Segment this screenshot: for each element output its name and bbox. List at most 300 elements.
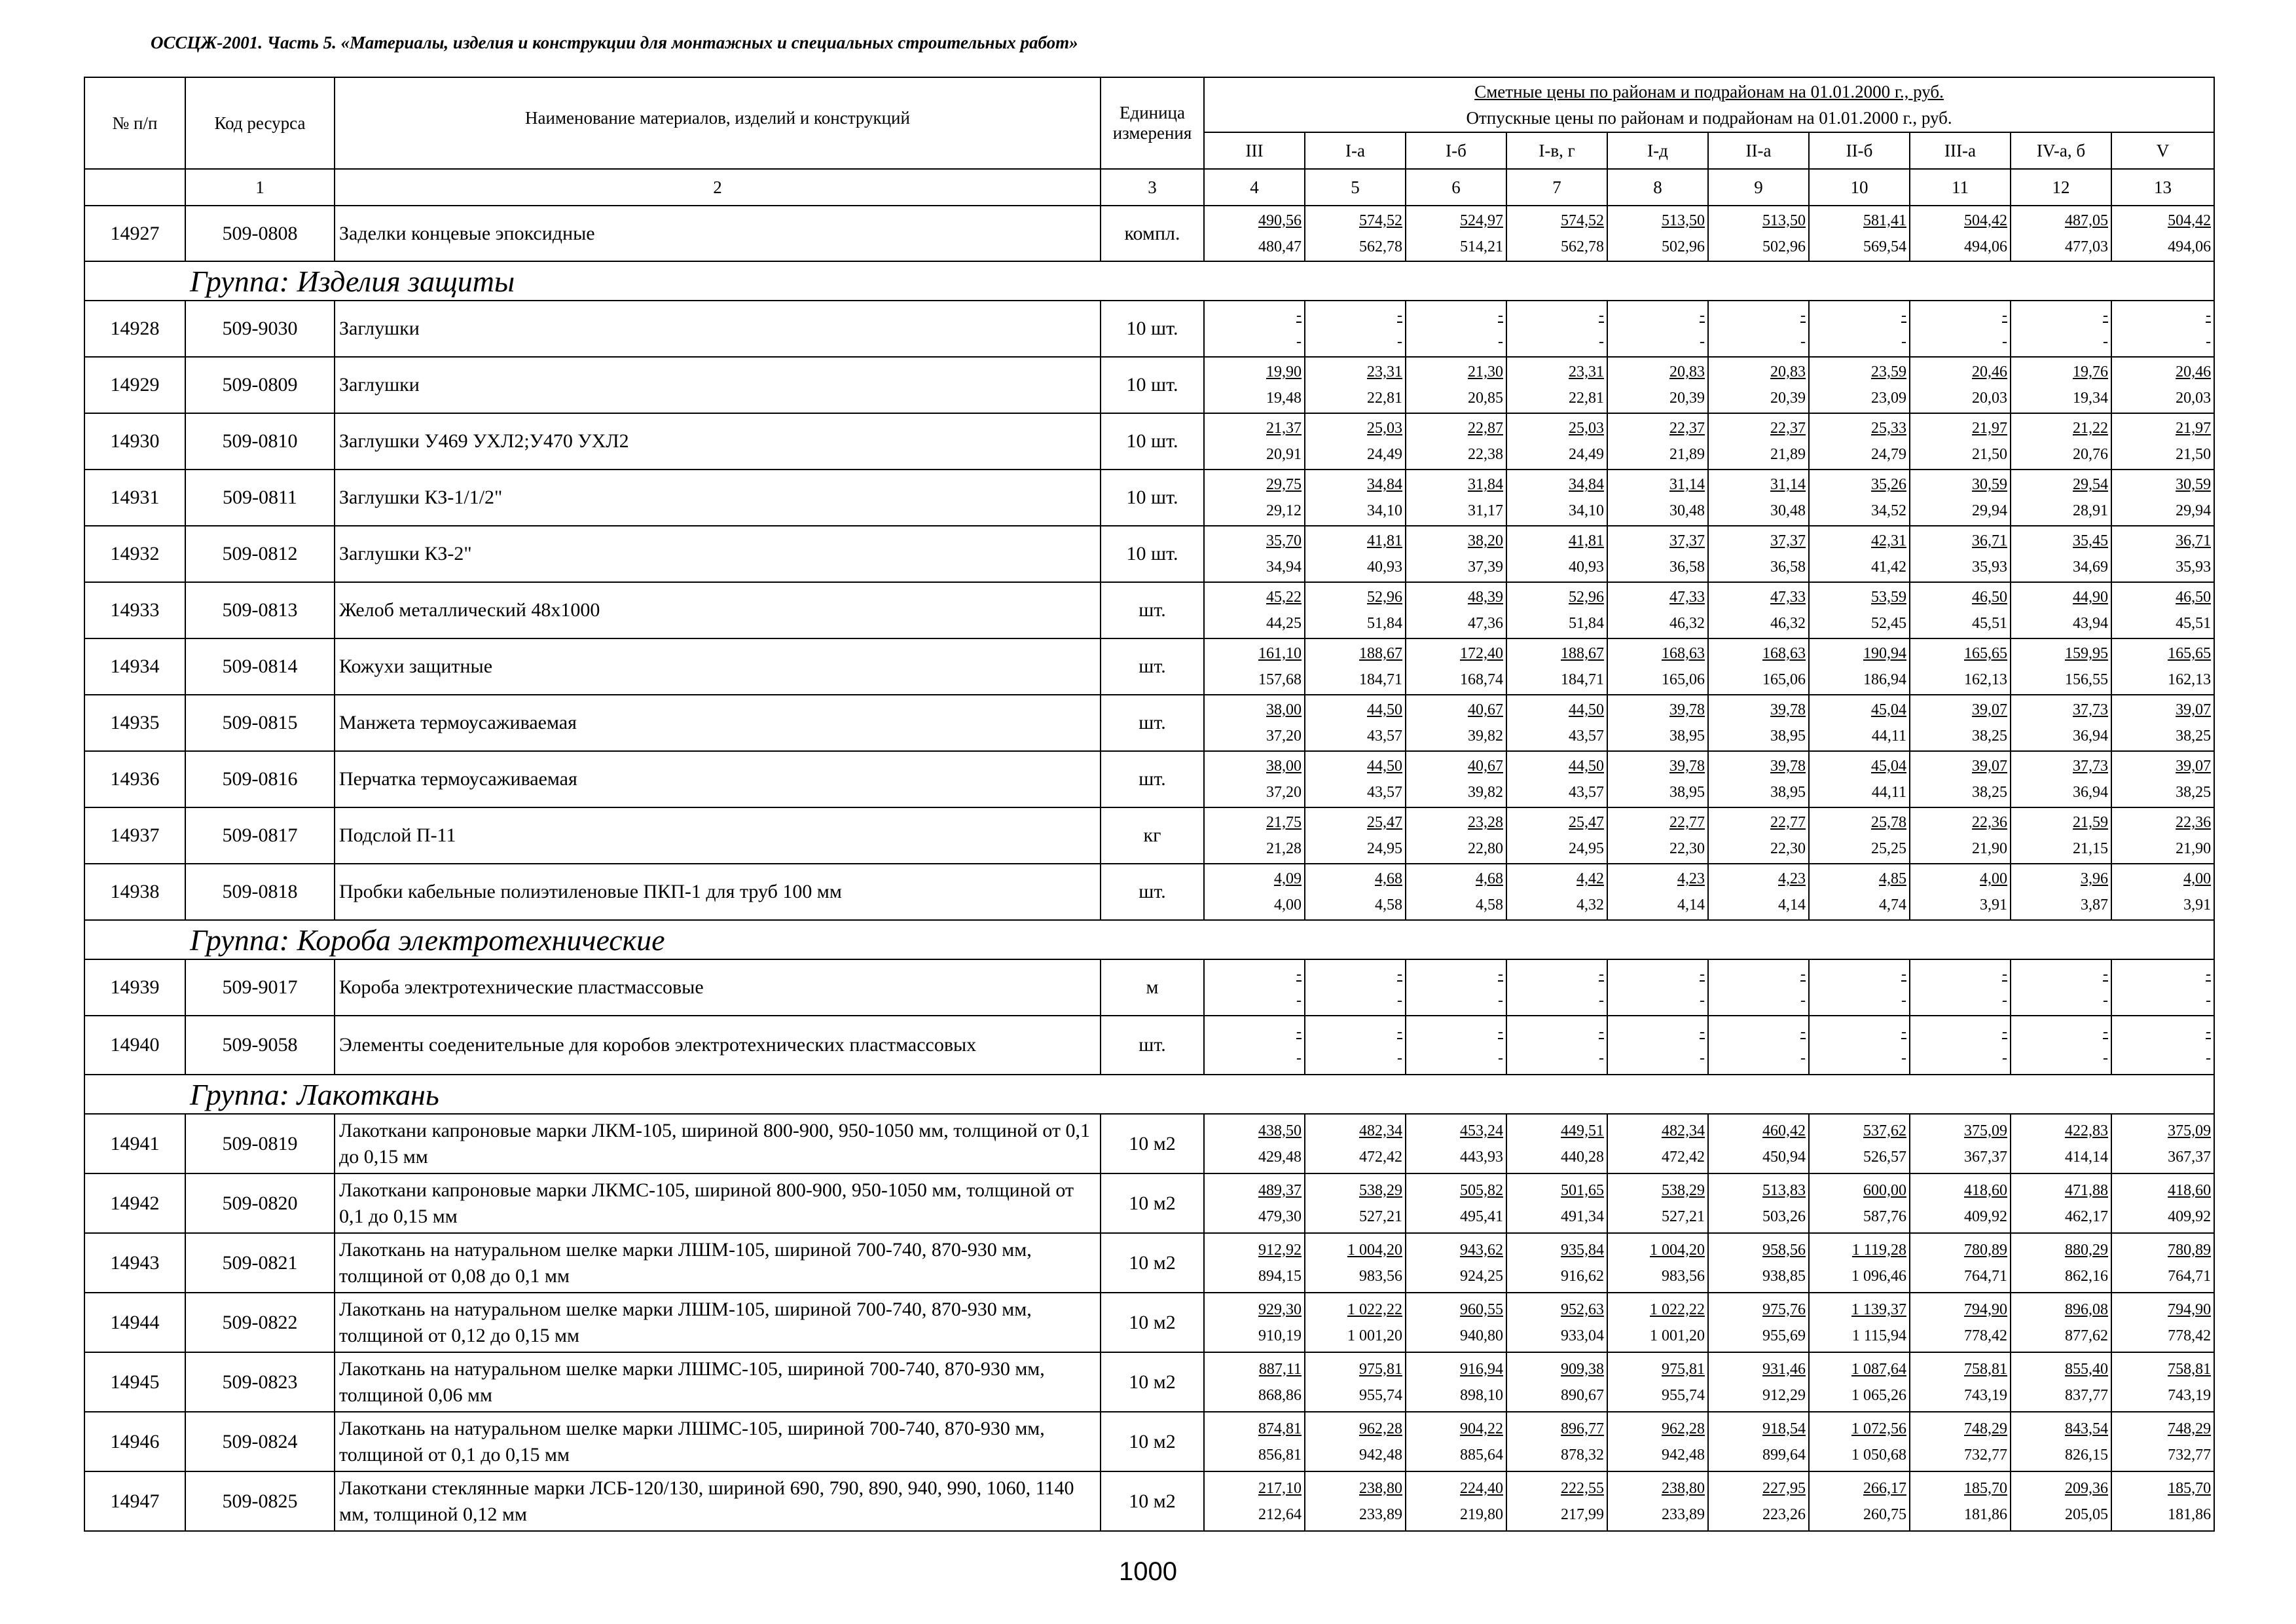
price-cell [1204, 526, 1305, 582]
release-price: 878,32 [1561, 1446, 1604, 1464]
release-price: 3,87 [2081, 896, 2108, 913]
price-cell [1708, 1412, 1809, 1471]
price-cell [1708, 301, 1809, 357]
release-price: 43,94 [2073, 615, 2108, 632]
estimate-price: 943,62 [1460, 1241, 1503, 1259]
price-cell [1204, 1233, 1305, 1293]
price-cell [1910, 582, 2011, 638]
estimate-price: 29,54 [2073, 476, 2108, 493]
price-cell [2011, 582, 2111, 638]
release-price: 472,42 [1359, 1148, 1402, 1166]
release-price: 22,30 [1770, 840, 1806, 857]
table-row [84, 1173, 2214, 1233]
estimate-price: 449,51 [1561, 1122, 1604, 1139]
price-cell [1809, 582, 1910, 638]
estimate-price: 165,65 [1964, 645, 2007, 662]
table-row [84, 357, 2214, 413]
release-price: 19,34 [2073, 390, 2108, 407]
estimate-price: 418,60 [2168, 1181, 2212, 1199]
estimate-price: - [1700, 966, 1705, 983]
release-price: 367,37 [2168, 1148, 2212, 1166]
price-cell [1910, 751, 2011, 807]
col-header-num: № п/п [84, 77, 185, 169]
price-cell [1204, 695, 1305, 751]
estimate-price: - [2002, 1024, 2007, 1041]
estimate-price: 46,50 [2176, 589, 2212, 606]
row-number: 14930 [84, 413, 185, 470]
price-cell [1708, 526, 1809, 582]
release-price: 890,67 [1561, 1386, 1604, 1404]
release-price: 898,10 [1460, 1386, 1503, 1404]
release-price: 38,25 [2176, 784, 2212, 801]
estimate-price: 168,63 [1762, 645, 1806, 662]
release-price: 367,37 [1964, 1148, 2007, 1166]
release-price: 30,48 [1669, 502, 1705, 519]
estimate-price: 23,31 [1367, 363, 1402, 380]
price-cell [1204, 959, 1305, 1016]
estimate-price: 935,84 [1561, 1241, 1604, 1259]
table-row [84, 470, 2214, 526]
estimate-price: 45,04 [1871, 758, 1906, 775]
release-price: 36,58 [1669, 559, 1705, 576]
price-cell [2111, 1471, 2214, 1531]
release-price: 31,17 [1468, 502, 1503, 519]
table-row [84, 1352, 2214, 1412]
row-number: 14931 [84, 470, 185, 526]
release-price: 38,95 [1669, 728, 1705, 745]
price-cell [1305, 695, 1406, 751]
price-cell [1204, 1471, 1305, 1531]
estimate-price: 185,70 [1964, 1479, 2007, 1497]
estimate-price: 19,90 [1266, 363, 1302, 380]
release-price: 184,71 [1561, 671, 1604, 688]
group-title: Группа: Короба электротехнические [84, 920, 2214, 959]
prices-title-release: Отпускные цены по районам и подрайонам на 01.01.2000 г., руб. [1466, 108, 1952, 128]
estimate-price: 21,22 [2073, 420, 2108, 437]
release-price: - [2002, 1050, 2007, 1067]
release-price: 35,93 [1972, 559, 2007, 576]
unit-of-measure: 10 шт. [1101, 413, 1204, 470]
price-cell [1910, 695, 2011, 751]
estimate-price: 758,81 [1964, 1360, 2007, 1378]
estimate-price: 35,70 [1266, 532, 1302, 549]
estimate-price: 375,09 [1964, 1122, 2007, 1139]
estimate-price: 887,11 [1258, 1360, 1302, 1378]
estimate-price: 22,37 [1669, 420, 1705, 437]
price-cell [1406, 582, 1506, 638]
estimate-price: 471,88 [2065, 1181, 2108, 1199]
release-price: 205,05 [2065, 1505, 2108, 1523]
estimate-price: 4,00 [1980, 870, 2007, 887]
estimate-price: 975,76 [1762, 1301, 1806, 1318]
release-price: 21,90 [2176, 840, 2212, 857]
region-header: I-д [1607, 132, 1708, 169]
price-cell [1607, 357, 1708, 413]
release-price: - [1397, 333, 1402, 350]
release-price: 502,96 [1662, 238, 1705, 255]
material-name: Лакоткань на натуральном шелке марки ЛШМС-105, шириной 700-740, 870-930 мм, толщиной от 0,1 до 0,15 мм [335, 1412, 1101, 1471]
price-cell [1809, 1352, 1910, 1412]
estimate-price: 45,22 [1266, 589, 1302, 606]
price-cell [1607, 1352, 1708, 1412]
region-header: II-б [1809, 132, 1910, 169]
release-price: 933,04 [1561, 1327, 1604, 1344]
group-title: Группа: Лакоткань [84, 1075, 2214, 1114]
estimate-price: 168,63 [1662, 645, 1705, 662]
release-price: 587,76 [1863, 1208, 1906, 1225]
release-price: 1 115,94 [1851, 1327, 1906, 1344]
column-number: 5 [1305, 169, 1406, 206]
estimate-price: 37,73 [2073, 758, 2108, 775]
estimate-price: 960,55 [1460, 1301, 1503, 1318]
release-price: - [1599, 1050, 1604, 1067]
release-price: - [1498, 333, 1503, 350]
price-cell [1809, 1471, 1910, 1531]
price-cell [1910, 864, 2011, 920]
col-header-unit: Единица измерения [1101, 77, 1204, 169]
price-cell [1406, 1352, 1506, 1412]
estimate-price: 222,55 [1561, 1479, 1604, 1497]
estimate-price: 39,07 [2176, 701, 2212, 718]
estimate-price: 912,92 [1258, 1241, 1302, 1259]
price-cell [2111, 864, 2214, 920]
release-price: 955,74 [1359, 1386, 1402, 1404]
release-price: - [1599, 992, 1604, 1009]
release-price: 477,03 [2065, 238, 2108, 255]
unit-of-measure: 10 м2 [1101, 1233, 1204, 1293]
release-price: 20,39 [1770, 390, 1806, 407]
price-cell [1406, 695, 1506, 751]
table-row [84, 751, 2214, 807]
estimate-price: 190,94 [1863, 645, 1906, 662]
price-cell [1910, 301, 2011, 357]
price-cell [2111, 470, 2214, 526]
price-cell [1809, 413, 1910, 470]
release-price: 22,30 [1669, 840, 1705, 857]
price-cell [1607, 206, 1708, 261]
material-name: Перчатка термоусаживаемая [335, 751, 1101, 807]
material-name: Пробки кабельные полиэтиленовые ПКП-1 для труб 100 мм [335, 864, 1101, 920]
estimate-price: - [1800, 1024, 1806, 1041]
release-price: 21,28 [1266, 840, 1302, 857]
price-cell [1204, 1352, 1305, 1412]
row-number: 14927 [84, 206, 185, 261]
release-price: 4,00 [1274, 896, 1302, 913]
release-price: 181,86 [1964, 1505, 2007, 1523]
estimate-price: 758,81 [2168, 1360, 2212, 1378]
estimate-price: 185,70 [2168, 1479, 2212, 1497]
price-cell [2111, 1412, 2214, 1471]
row-number: 14944 [84, 1293, 185, 1352]
price-cell [1607, 1114, 1708, 1173]
estimate-price: 794,90 [1964, 1301, 2007, 1318]
price-cell [1204, 206, 1305, 261]
material-name: Короба электротехнические пластмассовые [335, 959, 1101, 1016]
release-price: 502,96 [1762, 238, 1806, 255]
price-cell [1305, 206, 1406, 261]
price-cell [2111, 301, 2214, 357]
release-price: 21,89 [1770, 446, 1806, 463]
release-price: 36,94 [2073, 784, 2108, 801]
release-price: 38,25 [1972, 784, 2007, 801]
region-header: II-а [1708, 132, 1809, 169]
price-cell [2011, 301, 2111, 357]
release-price: 778,42 [1964, 1327, 2007, 1344]
price-cell [2011, 864, 2111, 920]
price-cell [1406, 638, 1506, 695]
release-price: 942,48 [1359, 1446, 1402, 1464]
release-price: 34,52 [1871, 502, 1906, 519]
price-cell [1607, 864, 1708, 920]
estimate-price: - [1296, 1024, 1302, 1041]
release-price: 51,84 [1569, 615, 1604, 632]
release-price: 35,93 [2176, 559, 2212, 576]
material-name: Элементы соеденительные для коробов электротехнических пластмассовых [335, 1016, 1101, 1075]
release-price: 837,77 [2065, 1386, 2108, 1404]
unit-of-measure: 10 м2 [1101, 1412, 1204, 1471]
price-cell [1506, 638, 1607, 695]
price-cell [2011, 1412, 2111, 1471]
estimate-price: 39,07 [1972, 758, 2007, 775]
release-price: 24,49 [1569, 446, 1604, 463]
release-price: - [2103, 333, 2108, 350]
price-cell [1809, 751, 1910, 807]
price-cell [2111, 1016, 2214, 1075]
col-header-prices [1204, 77, 2214, 132]
row-number: 14940 [84, 1016, 185, 1075]
price-cell [1406, 413, 1506, 470]
price-cell [1809, 206, 1910, 261]
release-price: 37,39 [1468, 559, 1503, 576]
estimate-price: 896,77 [1561, 1420, 1604, 1437]
table-row [84, 1412, 2214, 1471]
price-cell [1305, 1173, 1406, 1233]
release-price: 899,64 [1762, 1446, 1806, 1464]
estimate-price: 38,00 [1266, 701, 1302, 718]
estimate-price: 962,28 [1662, 1420, 1705, 1437]
price-cell [1910, 1412, 2011, 1471]
column-number: 10 [1809, 169, 1910, 206]
release-price: 186,94 [1863, 671, 1906, 688]
resource-code: 509-0816 [185, 751, 335, 807]
estimate-price: 53,59 [1871, 589, 1906, 606]
estimate-price: 487,05 [2065, 212, 2108, 229]
release-price: 983,56 [1359, 1267, 1402, 1285]
material-name: Лакоткань на натуральном шелке марки ЛШМС-105, шириной 700-740, 870-930 мм, толщиной 0,06 мм [335, 1352, 1101, 1412]
release-price: 983,56 [1662, 1267, 1705, 1285]
release-price: 22,81 [1569, 390, 1604, 407]
release-price: 233,89 [1359, 1505, 1402, 1523]
estimate-price: 23,28 [1468, 814, 1503, 831]
group-row [84, 1075, 2214, 1114]
estimate-price: 1 087,64 [1851, 1360, 1906, 1378]
estimate-price: 1 022,22 [1650, 1301, 1705, 1318]
release-price: 440,28 [1561, 1148, 1604, 1166]
price-cell [1406, 526, 1506, 582]
estimate-price: 21,97 [2176, 420, 2212, 437]
estimate-price: - [2103, 307, 2108, 324]
estimate-price: - [1800, 966, 1806, 983]
price-cell [1607, 582, 1708, 638]
release-price: - [1700, 992, 1705, 1009]
estimate-price: 39,07 [1972, 701, 2007, 718]
price-cell [2111, 526, 2214, 582]
release-price: 43,57 [1367, 784, 1402, 801]
table-row [84, 526, 2214, 582]
material-name: Манжета термоусаживаемая [335, 695, 1101, 751]
release-price: - [2206, 333, 2212, 350]
price-cell [2111, 413, 2214, 470]
estimate-price: - [2103, 966, 2108, 983]
price-cell [1506, 695, 1607, 751]
unit-of-measure: 10 м2 [1101, 1173, 1204, 1233]
price-cell [1204, 1114, 1305, 1173]
estimate-price: 22,36 [1972, 814, 2007, 831]
region-header: I-а [1305, 132, 1406, 169]
release-price: 45,51 [2176, 615, 2212, 632]
estimate-price: 39,78 [1669, 758, 1705, 775]
estimate-price: 581,41 [1863, 212, 1906, 229]
row-number: 14929 [84, 357, 185, 413]
resource-code: 509-0813 [185, 582, 335, 638]
column-number: 4 [1204, 169, 1305, 206]
price-cell [1607, 807, 1708, 864]
row-number: 14938 [84, 864, 185, 920]
resource-code: 509-0814 [185, 638, 335, 695]
release-price: 165,06 [1762, 671, 1806, 688]
estimate-price: 490,56 [1258, 212, 1302, 229]
release-price: 22,38 [1468, 446, 1503, 463]
price-cell [1708, 638, 1809, 695]
estimate-price: - [1498, 966, 1503, 983]
price-cell [1708, 206, 1809, 261]
release-price: 527,21 [1359, 1208, 1402, 1225]
estimate-price: 1 004,20 [1650, 1241, 1705, 1259]
release-price: 19,48 [1266, 390, 1302, 407]
release-price: 4,14 [1778, 896, 1806, 913]
unit-of-measure: шт. [1101, 751, 1204, 807]
release-price: 37,20 [1266, 784, 1302, 801]
release-price: 52,45 [1871, 615, 1906, 632]
price-cell [1406, 301, 1506, 357]
estimate-price: 513,50 [1762, 212, 1806, 229]
resource-code: 509-0811 [185, 470, 335, 526]
estimate-price: 482,34 [1662, 1122, 1705, 1139]
release-price: 955,69 [1762, 1327, 1806, 1344]
price-cell [1607, 1471, 1708, 1531]
release-price: 778,42 [2168, 1327, 2212, 1344]
resource-code: 509-0815 [185, 695, 335, 751]
price-cell [1607, 301, 1708, 357]
estimate-price: 188,67 [1359, 645, 1402, 662]
release-price: 38,25 [2176, 728, 2212, 745]
price-cell [1305, 1412, 1406, 1471]
estimate-price: 20,46 [1972, 363, 2007, 380]
price-cell [1708, 695, 1809, 751]
row-number: 14934 [84, 638, 185, 695]
price-cell [1506, 582, 1607, 638]
price-cell [2011, 206, 2111, 261]
unit-of-measure: шт. [1101, 864, 1204, 920]
price-cell [1607, 1412, 1708, 1471]
release-price: 4,14 [1677, 896, 1705, 913]
estimate-price: 880,29 [2065, 1241, 2108, 1259]
price-cell [1607, 751, 1708, 807]
table-row [84, 1016, 2214, 1075]
estimate-price: 25,47 [1569, 814, 1604, 831]
estimate-price: - [1901, 1024, 1906, 1041]
price-cell [1910, 1173, 2011, 1233]
estimate-price: 46,50 [1972, 589, 2007, 606]
price-cell [1506, 864, 1607, 920]
estimate-price: 35,45 [2073, 532, 2108, 549]
price-cell [1809, 807, 1910, 864]
estimate-price: 25,03 [1367, 420, 1402, 437]
price-cell [1910, 526, 2011, 582]
estimate-price: 460,42 [1762, 1122, 1806, 1139]
price-cell [1305, 357, 1406, 413]
release-price: 28,91 [2073, 502, 2108, 519]
estimate-price: 39,78 [1770, 758, 1806, 775]
header-row-column-numbers [84, 169, 2214, 206]
price-cell [1204, 638, 1305, 695]
unit-of-measure: 10 шт. [1101, 526, 1204, 582]
material-name: Лакоткани капроновые марки ЛКМС-105, шириной 800-900, 950-1050 мм, толщиной от 0,1 до 0,15 мм [335, 1173, 1101, 1233]
price-cell [1809, 638, 1910, 695]
estimate-price: 44,50 [1367, 701, 1402, 718]
estimate-price: 780,89 [1964, 1241, 2007, 1259]
release-price: 514,21 [1460, 238, 1503, 255]
price-cell [1204, 470, 1305, 526]
estimate-price: 31,14 [1770, 476, 1806, 493]
release-price: 38,95 [1770, 784, 1806, 801]
row-number: 14942 [84, 1173, 185, 1233]
price-cell [1305, 638, 1406, 695]
price-cell [1506, 1352, 1607, 1412]
release-price: 526,57 [1863, 1148, 1906, 1166]
price-cell [2111, 1173, 2214, 1233]
estimate-price: 4,23 [1778, 870, 1806, 887]
price-cell [1204, 301, 1305, 357]
estimate-price: 1 072,56 [1851, 1420, 1906, 1437]
column-number: 2 [335, 169, 1101, 206]
price-cell [2111, 1114, 2214, 1173]
page-number: 1000 [1119, 1557, 1177, 1586]
unit-of-measure: 10 м2 [1101, 1114, 1204, 1173]
estimate-price: 34,84 [1367, 476, 1402, 493]
estimate-price: 962,28 [1359, 1420, 1402, 1437]
price-cell [1708, 470, 1809, 526]
release-price: - [1700, 333, 1705, 350]
release-price: 826,15 [2065, 1446, 2108, 1464]
release-price: - [1901, 1050, 1906, 1067]
price-cell [2011, 413, 2111, 470]
release-price: 22,80 [1468, 840, 1503, 857]
price-cell [2111, 1233, 2214, 1293]
release-price: 38,95 [1669, 784, 1705, 801]
column-number: 8 [1607, 169, 1708, 206]
estimate-price: 909,38 [1561, 1360, 1604, 1378]
price-cell [2011, 526, 2111, 582]
estimate-price: 1 022,22 [1347, 1301, 1402, 1318]
price-cell [2011, 1233, 2111, 1293]
estimate-price: 748,29 [1964, 1420, 2007, 1437]
release-price: - [1397, 992, 1402, 1009]
price-cell [1607, 1016, 1708, 1075]
release-price: - [1296, 333, 1302, 350]
release-price: 916,62 [1561, 1267, 1604, 1285]
page-header: ОССЦЖ-2001. Часть 5. «Материалы, изделия и конструкции для монтажных и специальных строительных работ» [151, 33, 1078, 52]
